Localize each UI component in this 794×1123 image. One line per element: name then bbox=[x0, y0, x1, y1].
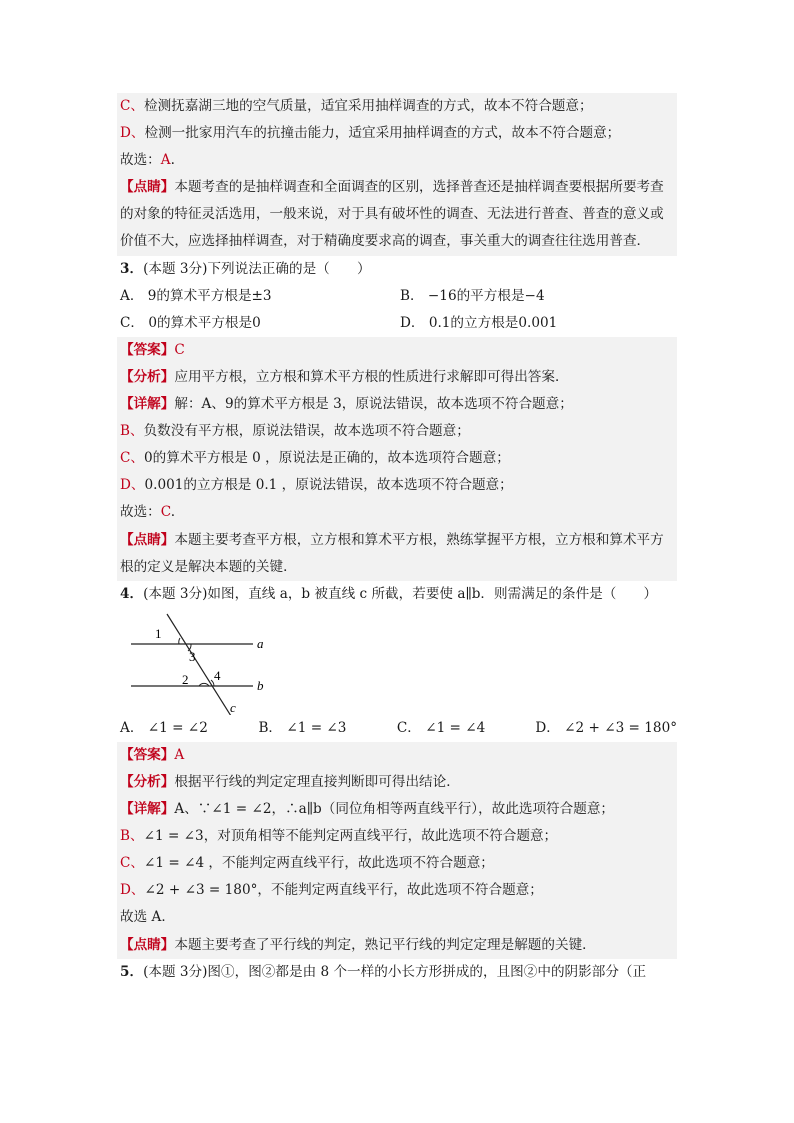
q3-stem: 3．(本题 3分)下列说法正确的是（ ） bbox=[120, 260, 371, 277]
q3-xiangjie-2: B、负数没有平方根，原说法错误，故本选项不符合题意； bbox=[117, 418, 677, 445]
label-4: 4 bbox=[214, 667, 221, 683]
parallel-lines-diagram bbox=[125, 608, 285, 715]
q2-dianjing-line-1: 【点睛】本题考查的是抽样调查和全面调查的区别，选择普查还是抽样调查要根据所要考查 bbox=[117, 174, 677, 201]
q4-answer: 【答案】A bbox=[117, 742, 677, 769]
q4-xiangjie-1: 【详解】A、∵∠1 = ∠2，∴a∥b（同位角相等两直线平行），故此选项符合题意； bbox=[117, 796, 677, 823]
q3-option-a: A． 9的算术平方根是±3 bbox=[120, 287, 272, 304]
q3-xiangjie-4: D、0.001的立方根是 0.1 ，原说法错误，故本选项不符合题意； bbox=[117, 472, 677, 499]
q3-dianjing-line-1: 【点睛】本题主要考查平方根，立方根和算术平方根，熟练掌握平方根，立方根和算术平方 bbox=[117, 527, 677, 554]
q3-dianjing-line-2: 根的定义是解决本题的关键． bbox=[117, 554, 677, 581]
q2-dianjing-line-2: 的对象的特征灵活选用，一般来说，对于具有破坏性的调查、无法进行普查、普查的意义或 bbox=[117, 201, 677, 228]
angle-1-arc bbox=[179, 638, 180, 644]
q4-figure bbox=[117, 608, 677, 715]
label-c: c bbox=[230, 699, 236, 715]
q4-xiangjie-2: B、∠1 = ∠3，对顶角相等不能判定两直线平行，故此选项不符合题意； bbox=[117, 823, 677, 850]
q3-answer: 【答案】C bbox=[117, 337, 677, 364]
q4-option-b: B． ∠1 = ∠3 bbox=[258, 719, 347, 736]
q3-choose: 故选：C. bbox=[117, 499, 677, 526]
q3-fenxi: 【分析】应用平方根，立方根和算术平方根的性质进行求解即可得出答案． bbox=[117, 364, 677, 391]
q2-choose: 故选：A. bbox=[117, 147, 677, 174]
q3-option-b: B． −16的平方根是−4 bbox=[400, 287, 545, 304]
q4-option-d: D． ∠2 + ∠3 = 180° bbox=[535, 719, 678, 736]
q3-options-row-1 bbox=[117, 283, 677, 310]
label-3: 3 bbox=[189, 648, 196, 664]
q3-options-row-2 bbox=[117, 310, 677, 337]
q3-option-c: C． 0的算术平方根是0 bbox=[120, 314, 261, 331]
q5-stem: 5．(本题 3分)图①，图②都是由 8 个一样的小长方形拼成的，且图②中的阴影部分（正 bbox=[120, 963, 647, 980]
q4-fenxi: 【分析】根据平行线的判定定理直接判断即可得出结论． bbox=[117, 769, 677, 796]
q4-option-c: C． ∠1 = ∠4 bbox=[396, 719, 486, 736]
q4-options-row bbox=[117, 715, 677, 742]
line-c bbox=[167, 614, 231, 715]
q4-option-a: A． ∠1 = ∠2 bbox=[120, 719, 208, 736]
q3-xiangjie-1: 【详解】解：A、9的算术平方根是 3，原说法错误，故本选项不符合题意； bbox=[117, 391, 677, 418]
q4-xiangjie-4: D、∠2 + ∠3 = 180°，不能判定两直线平行，故此选项不符合题意； bbox=[117, 877, 677, 904]
q4-choose: 故选 A． bbox=[117, 904, 677, 931]
document-page bbox=[117, 93, 677, 986]
q2-option-c-analysis: C、检测抚嘉湖三地的空气质量，适宜采用抽样调查的方式，故本不符合题意； bbox=[117, 93, 677, 120]
label-2: 2 bbox=[182, 671, 189, 687]
q2-dianjing-line-3: 价值不大，应选择抽样调查，对于精确度要求高的调查，事关重大的调查往往选用普查． bbox=[117, 228, 677, 255]
q3-option-d: D． 0.1的立方根是0.001 bbox=[400, 314, 558, 331]
label-1: 1 bbox=[155, 625, 162, 641]
q4-stem: 4．(本题 3分)如图，直线 a，b 被直线 c 所截，若要使 a∥b．则需满足的条件是（ ） bbox=[120, 585, 658, 602]
q3-xiangjie-3: C、0的算术平方根是 0 ，原说法是正确的，故本选项符合题意； bbox=[117, 445, 677, 472]
label-b: b bbox=[257, 677, 264, 693]
q4-dianjing: 【点睛】本题主要考查了平行线的判定，熟记平行线的判定定理是解题的关键． bbox=[117, 932, 677, 959]
q4-xiangjie-3: C、∠1 = ∠4 ，不能判定两直线平行，故此选项不符合题意； bbox=[117, 850, 677, 877]
q2-option-d-analysis: D、检测一批家用汽车的抗撞击能力，适宜采用抽样调查的方式，故本不符合题意； bbox=[117, 120, 677, 147]
label-a: a bbox=[257, 635, 264, 651]
